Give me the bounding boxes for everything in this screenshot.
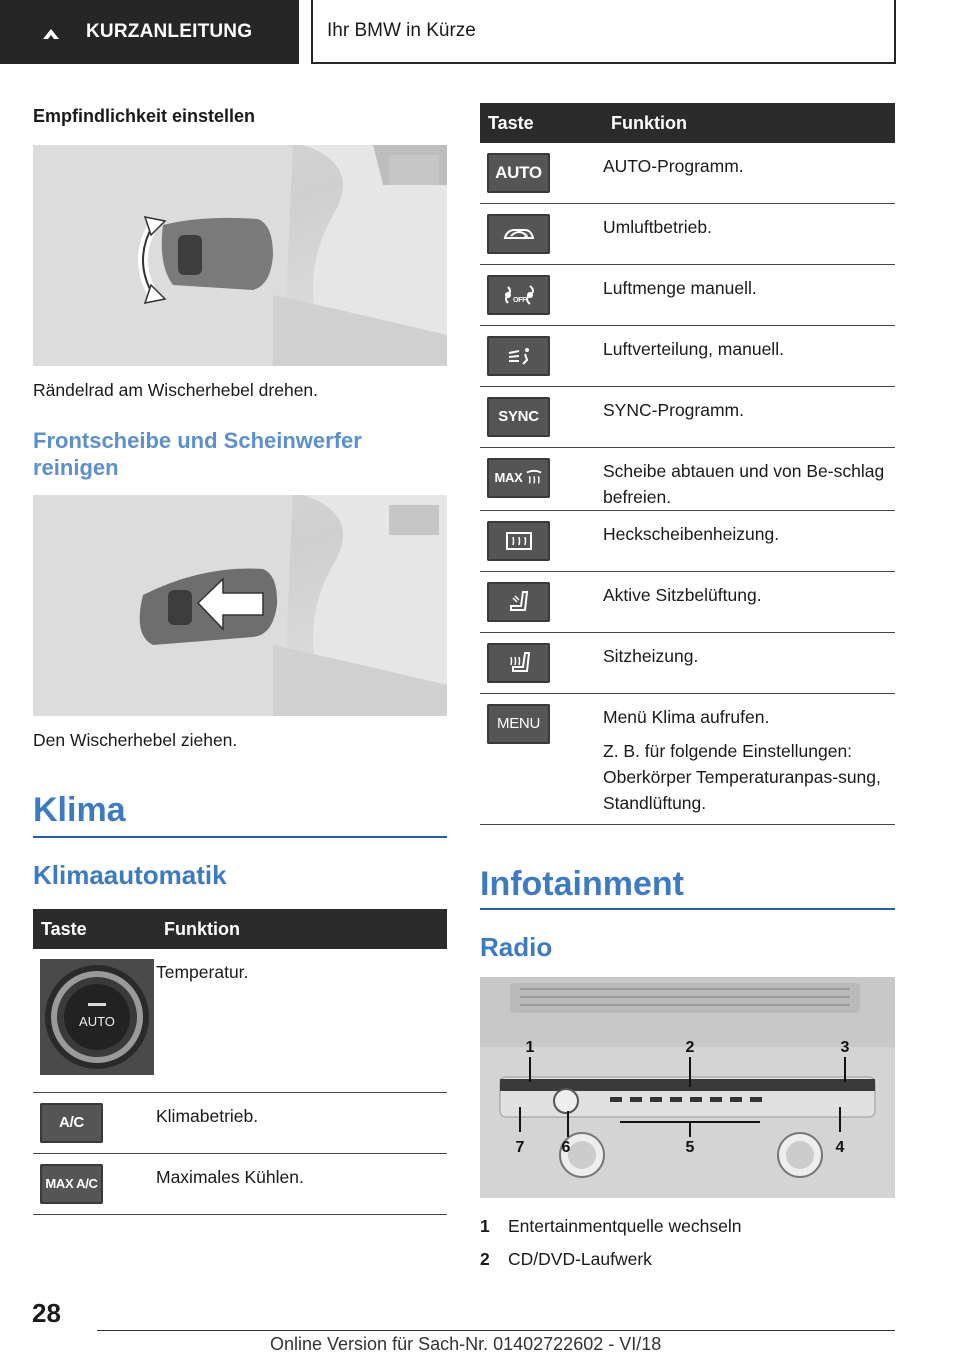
infotainment-rule bbox=[480, 908, 895, 910]
chapter-title: Ihr BMW in Kürze bbox=[311, 0, 896, 64]
seat-heating-icon bbox=[487, 643, 550, 683]
key-cell bbox=[480, 511, 603, 572]
key-cell bbox=[480, 633, 603, 694]
func-cell: AUTO-Programm. bbox=[603, 143, 895, 204]
callout-6: 6 bbox=[561, 1139, 571, 1156]
radio-panel-illustration bbox=[480, 977, 895, 1198]
key-cell bbox=[480, 204, 603, 265]
func-cell: Umluftbetrieb. bbox=[603, 204, 895, 265]
max-defrost-icon bbox=[487, 458, 550, 498]
table-row bbox=[480, 511, 895, 572]
page-header bbox=[0, 0, 960, 66]
car-pin-icon bbox=[42, 27, 60, 41]
key-cell bbox=[480, 143, 603, 204]
callout-3: 3 bbox=[840, 1039, 850, 1056]
table-row bbox=[480, 572, 895, 633]
key-cell bbox=[33, 949, 156, 1093]
table-row bbox=[480, 265, 895, 326]
func-cell bbox=[603, 694, 895, 825]
col-header-taste: Taste bbox=[33, 909, 156, 949]
callout-1: 1 bbox=[525, 1039, 535, 1056]
seat-ventilation-icon bbox=[487, 582, 550, 622]
klima-table-right bbox=[480, 103, 895, 825]
list-item bbox=[480, 1210, 895, 1243]
ac-button-icon: A/C bbox=[40, 1103, 103, 1143]
temperature-knob-label: AUTO bbox=[79, 1014, 115, 1029]
table-row bbox=[33, 949, 447, 1093]
func-cell: SYNC-Programm. bbox=[603, 387, 895, 448]
section-tab-label: KURZANLEITUNG bbox=[86, 21, 253, 42]
func-cell: Aktive Sitzbelüftung. bbox=[603, 572, 895, 633]
func-cell: Scheibe abtauen und von Be-schlag befreien. bbox=[603, 448, 895, 511]
legend-num: 1 bbox=[480, 1216, 490, 1236]
sensitivity-caption: Rändelrad am Wischerhebel drehen. bbox=[33, 380, 319, 400]
washer-caption: Den Wischerhebel ziehen. bbox=[33, 730, 238, 750]
recirculation-icon bbox=[487, 214, 550, 254]
key-cell bbox=[480, 694, 603, 825]
online-version-text: Online Version für Sach-Nr. 01402722602 - VI/18 bbox=[270, 1334, 662, 1354]
table-row bbox=[33, 1093, 447, 1154]
menu-func-line1: Menü Klima aufrufen. bbox=[603, 707, 770, 727]
callout-5: 5 bbox=[685, 1139, 695, 1156]
sync-button-icon: SYNC bbox=[487, 397, 550, 437]
col-header-funktion: Funktion bbox=[603, 103, 895, 143]
klima-table-left bbox=[33, 909, 447, 1215]
func-cell: Luftverteilung, manuell. bbox=[603, 326, 895, 387]
legend-text: Entertainmentquelle wechseln bbox=[508, 1216, 742, 1236]
key-cell bbox=[480, 572, 603, 633]
max-defrost-label: MAX bbox=[494, 470, 523, 485]
table-header-row bbox=[33, 909, 447, 949]
table-row bbox=[480, 143, 895, 204]
footer-rule bbox=[97, 1330, 895, 1331]
table-header-row bbox=[480, 103, 895, 143]
washer-heading: Frontscheibe und Scheinwerfer reinigen bbox=[33, 428, 362, 480]
temperature-knob-icon bbox=[40, 959, 154, 1075]
key-cell bbox=[480, 265, 603, 326]
menu-button-icon: MENU bbox=[487, 704, 550, 744]
section-tab[interactable] bbox=[0, 0, 299, 64]
klimaautomatik-heading: Klimaautomatik bbox=[33, 860, 227, 890]
wiper-pull-photo bbox=[33, 495, 447, 716]
callout-7: 7 bbox=[515, 1139, 525, 1156]
radio-heading: Radio bbox=[480, 932, 553, 962]
table-row bbox=[480, 694, 895, 825]
table-row bbox=[480, 448, 895, 511]
svg-text:OFF: OFF bbox=[512, 297, 526, 304]
func-cell: Heckscheibenheizung. bbox=[603, 511, 895, 572]
page-number: 28 bbox=[32, 1298, 61, 1328]
legend-text: CD/DVD-Laufwerk bbox=[508, 1249, 652, 1269]
table-row bbox=[480, 387, 895, 448]
key-cell bbox=[480, 448, 603, 511]
col-header-funktion: Funktion bbox=[156, 909, 447, 949]
radio-panel-photo bbox=[480, 977, 895, 1198]
left-column bbox=[33, 100, 447, 1215]
key-cell bbox=[33, 1154, 156, 1215]
wiper-wheel-photo bbox=[33, 145, 447, 366]
klima-rule bbox=[33, 836, 447, 838]
air-distribution-icon bbox=[487, 336, 550, 376]
max-ac-button-icon: MAX A/C bbox=[40, 1164, 103, 1204]
wiper-pull-illustration bbox=[33, 495, 447, 716]
rear-defrost-icon bbox=[487, 521, 550, 561]
key-cell bbox=[480, 326, 603, 387]
radio-legend bbox=[480, 1210, 895, 1276]
callout-4: 4 bbox=[835, 1139, 845, 1156]
menu-func-line2: Z. B. für folgende Einstellungen: Oberkörper Temperaturanpas-sung, Standlüftung. bbox=[603, 741, 881, 813]
func-cell: Luftmenge manuell. bbox=[603, 265, 895, 326]
table-row bbox=[33, 1154, 447, 1215]
key-cell bbox=[33, 1093, 156, 1154]
sensitivity-heading: Empfindlichkeit einstellen bbox=[33, 106, 256, 126]
fan-icon bbox=[487, 275, 550, 315]
wiper-lever-illustration bbox=[33, 145, 447, 366]
right-column bbox=[480, 103, 895, 1276]
table-row bbox=[480, 633, 895, 694]
col-header-taste: Taste bbox=[480, 103, 603, 143]
func-cell: Temperatur. bbox=[156, 949, 447, 1093]
func-cell: Sitzheizung. bbox=[603, 633, 895, 694]
func-cell: Maximales Kühlen. bbox=[156, 1154, 447, 1215]
legend-num: 2 bbox=[480, 1249, 490, 1269]
callout-2: 2 bbox=[685, 1039, 695, 1056]
infotainment-heading: Infotainment bbox=[480, 865, 684, 903]
table-row bbox=[480, 326, 895, 387]
key-cell bbox=[480, 387, 603, 448]
func-cell: Klimabetrieb. bbox=[156, 1093, 447, 1154]
list-item bbox=[480, 1243, 895, 1276]
klima-heading: Klima bbox=[33, 791, 126, 829]
auto-button-icon: AUTO bbox=[487, 153, 550, 193]
table-row bbox=[480, 204, 895, 265]
